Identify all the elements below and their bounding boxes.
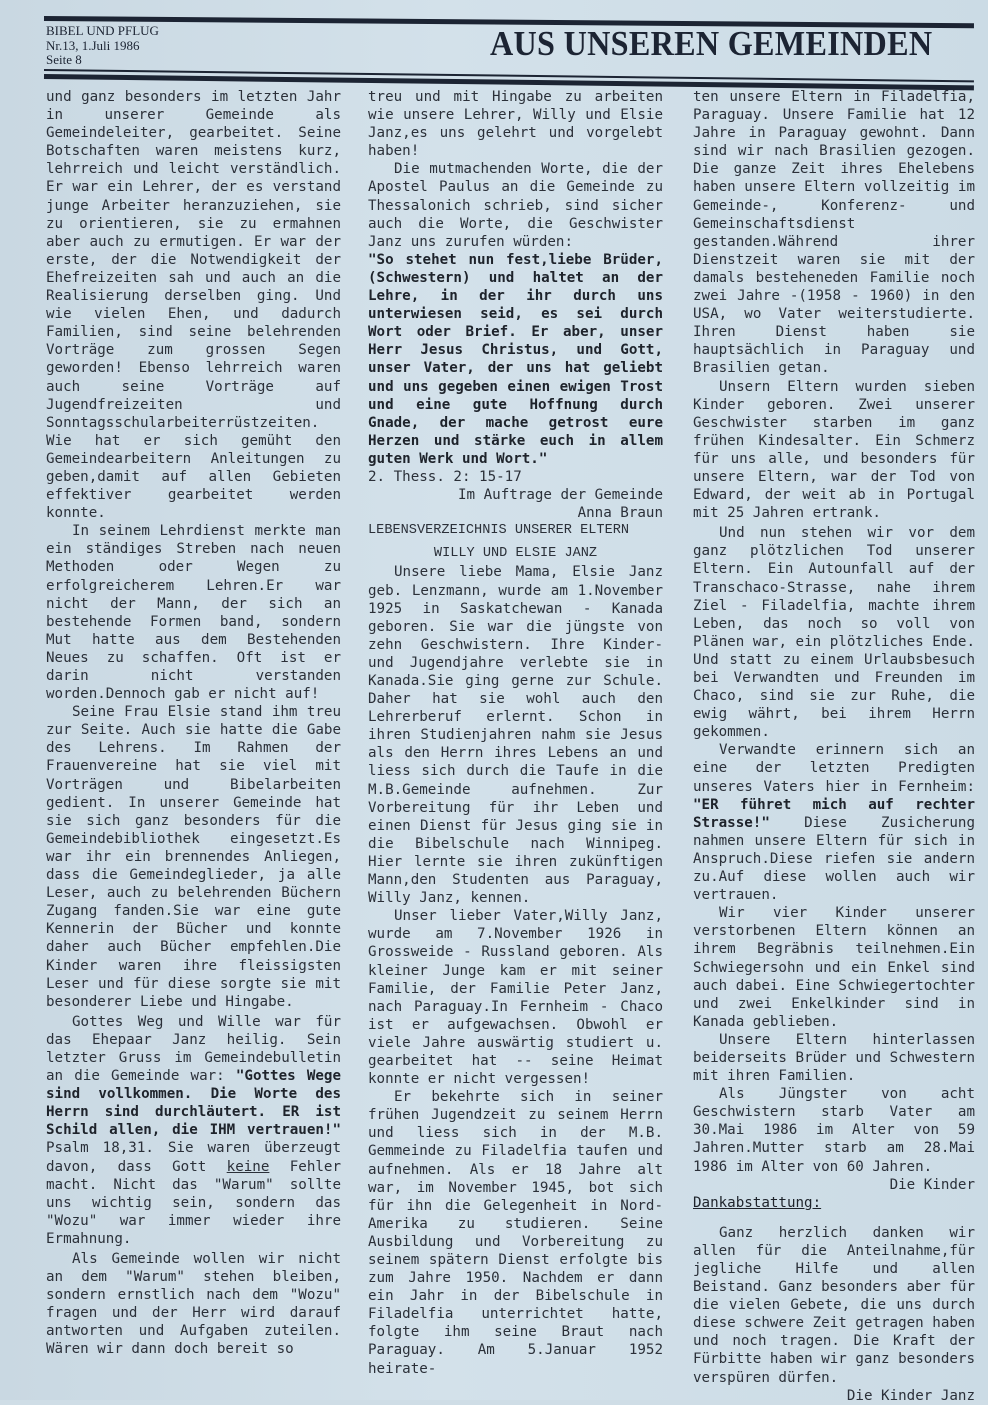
paragraph: ten unsere Eltern in Filadelfia, Paraguay. Unsere Familie hat 12 Jahre in Paraguay gewohnt. Dann sind wir nach Brasilien gezogen. Die ganze Zeit ihres Ehelebens haben unsere Eltern vollzeitig im Gemeinde-, Konferenz- und Gemeinschaftsdienst gestanden.Während ihrer Dienstzeit waren sie mit der damals besteheneden Familie noch zwei Jahre -(1958 - 1960) in den USA, wo Vater weiterstudierte. Ihren Dienst haben sie hauptsächlich in Paraguay und Brasilien getan. [693,89,975,377]
underlined-word: keine [226,1158,270,1175]
text: Fehler macht. Nicht das "Warum" sollte uns wichtig sein, sondern das "Wozu" war immer wieder ihre Ermahnung. [46,1158,341,1247]
masthead-meta [46,24,159,68]
paragraph-psalm [46,1013,341,1248]
paragraph: In seinem Lehrdienst merkte man ein ständiges Streben nach neuen Methoden oder Wegen zu erfolgreicherem Lehren.Er war nicht der Mann, der sich an bestehende Formen band, sondern Mut hatte aus dem Bestehenden Neues zu schaffen. Oft ist er darin nicht verstanden worden.Dennoch gab er nicht auf! [46,523,341,703]
bible-quote: "So stehet nun fest,liebe Brüder, (Schwestern) und haltet an der Lehre, in der ihr durch uns unterwiesen seid, es sei durch Wort oder Brief. Er aber, unser Herr Jesus Christus, und Gott, unser Vater, der uns hat geliebt und uns gegeben einen ewigen Trost und eine gute Hoffnung durch Gnade, der mache getrost eure Herzen und stärke euch in allem guten Werk und Wort." [368,251,663,467]
paragraph: Seine Frau Elsie stand ihm treu zur Seite. Auch sie hatte die Gabe des Lehrens. Im Rahmen der Frauenvereine hat sie viel mit Vorträgen und Bibelarbeiten gedient. In unserer Gemeinde hat sie sich ganz besonders für die Gemeindebibliothek eingesetzt.Es war ihr ein brennendes Anliegen, dass die Gemeindeglieder, ja alle Leser, auch zu belehrenden Büchern Zugang fanden.Sie war eine gute Kennerin der Bücher und konnte daher auch Bücher empfehlen.Die Kinder waren ihre fleissigsten Leser und für diese sorgte sie mit besonderer Liebe und Hingabe. [46,704,341,1010]
paragraph: treu und mit Hingabe zu arbeiten wie unsere Lehrer, Willy und Elsie Janz,es uns gelehrt und vorgelebt haben! [368,89,663,160]
text: Psalm 18,31. Sie waren überzeugt davon, dass Gott [46,1140,341,1175]
paragraph: Ganz herzlich danken wir allen für die Anteilnahme,für jegliche Hilfe und allen Beistand. Ganz besonders aber für die vielen Gebete, die uns durch diese schwere Zeit getragen haben und noch tragen. Die Kraft der Fürbitte haben wir ganz besonders verspüren dürfen. [693,1224,975,1386]
paragraph: Er bekehrte sich in seiner frühen Jugendzeit zu seinem Herrn und liess sich in der M.B. Gemmeinde zu Filadelfia taufen und aufnehmen. Als er 18 Jahre alt war, im November 1945, bot sich für ihn die Gelegenheit in Nord-Amerika zu studieren. Seine Ausbildung und Vorbereitung zu seinem spätern Dienst erfolgte bis zum Jahre 1950. Nachdem er dann ein Jahr in der Bibelschule in Filadelfia unterrichtet hatte, folgte ihm seine Braut nach Paraguay. Am 5.Januar 1952 heirate- [368,1089,663,1377]
issue-info: Nr.13, 1.Juli 1986 [46,37,140,53]
article-subheading: WILLY UND ELSIE JANZ [433,546,598,562]
paragraph: Als Jüngster von acht Geschwistern starb Vater am 30.Mai 1986 im Alter von 59 Jahren.Mutter starb am 28.Mai 1986 im Alter von 60 Jahren. [693,1086,975,1175]
paragraph: Unsern Eltern wurden sieben Kinder geboren. Zwei unserer Geschwister starben im ganz frühen Kindesalter. Ein Schmerz für uns alle, und besonders für unsere Eltern, war der Tod von Edward, der weit ab in Portugal mit 25 Jahren ertrank. [693,378,975,522]
thanks-heading: Dankabstattung: [693,1194,822,1211]
signature: Die Kinder Janz [846,1387,975,1404]
column-3 [693,88,975,1405]
publication-name: BIBEL UND PFLUG [46,23,159,38]
page-number: Seite 8 [46,52,82,67]
text: Diese Zusicherung nahmen unsere Eltern für sich in Anspruch.Diese riefen sie andern zu.Auf diese wollen auch wir vertrauen. [693,814,975,904]
paragraph-sermon [693,741,975,904]
paragraph: Unsere liebe Mama, Elsie Janz geb. Lenzmann, wurde am 1.November 1925 in Saskatchewan - Kanada geboren. Sie war die jüngste von zehn Geschwistern. Ihre Kinder- und Jugendjahre verlebte sie in Kanada.Sie ging gerne zur Schule. Daher hat sie wohl auch den Lehrerberuf erlernt. Schon in ihren Studienjahren nahm sie Jesus als den Herrn ihres Lebens an und liess sich durch die Taufe in die M.B.Gemeinde aufnehmen. Zur Vorbereitung für ihr Leben und einen Dienst für Jesus ging sie in die Bibelschule nach Winnipeg. Hier lernte sie ihren zukünftigen Mann,den Studenten aus Paraguay, Willy Janz, kennen. [368,564,663,907]
column-1 [46,88,341,1359]
text: Gottes Weg und Wille war für das Ehepaar Janz heilig. Sein letzter Gruss im Gemeindebulletin an die Gemeinde war: [46,1013,341,1085]
section-title: AUS UNSEREN GEMEINDEN [490,24,933,63]
paragraph: Unser lieber Vater,Willy Janz, wurde am 7.November 1926 in Grossweide - Russland geboren. Als kleiner Junge kam er mit seiner Familie, der Familie Peter Janz, nach Paraguay.In Fernheim - Chaco ist er aufgewachsen. Obwohl er viele Jahre auswärtig studiert u. gearbeitet hat -- seine Heimat konnte er nicht vergessen! [368,908,663,1088]
paragraph: Und nun stehen wir vor dem ganz plötzlichen Tod unserer Eltern. Ein Autounfall auf der Transchaco-Strasse, nahe ihrem Ziel - Filadelfia, machte ihrem Leben, das noch so voll von Plänen war, ein plötzliches Ende. Und statt zu einem Urlaubsbesuch bei Verwandten und Freunden im Chaco, sind sie zur Ruhe, die ewig währt, bei ihrem Herrn gekommen. [693,525,975,741]
text: Verwandte erinnern sich an eine der letzten Predigten unseres Vaters hier in Fernheim: [693,742,975,795]
paragraph: Als Gemeinde wollen wir nicht an dem "Warum" stehen bleiben, sondern ernstlich nach dem "Wozu" fragen und der Herr wird darauf antworten und Aufgaben zuteilen. Wären wir dann doch bereit so [46,1251,341,1358]
bible-reference: 2. Thess. 2: 15-17 [368,468,522,485]
sermon-quote: "ER führet mich auf rechter Strasse!" [693,796,975,831]
signature: Die Kinder [889,1176,975,1193]
signature-line: Im Auftrage der Gemeinde [458,487,663,504]
paragraph: Wir vier Kinder unserer verstorbenen Eltern können an ihrem Begräbnis teilnehmen.Ein Schwiegersohn und ein Enkel sind auch dabei. Eine Schwiegertochter und zwei Enkelkinder sind in Kanada geblieben. [693,905,975,1030]
signature-name: Anna Braun [577,505,663,522]
column-2 [368,88,663,1378]
psalm-quote: "Gottes Wege sind vollkommen. Die Worte des Herrn sind durchläutert. ER ist Schild allen, die IHM vertrauen!" [46,1068,341,1139]
paragraph: Unsere Eltern hinterlassen beiderseits Brüder und Schwestern mit ihren Familien. [693,1031,975,1085]
paragraph: und ganz besonders im letzten Jahr in unserer Gemeinde als Gemeindeleiter, gearbeitet. Seine Botschaften waren meistens kurz, lehrreich und leicht verständlich. Er war ein Lehrer, der es verstand junge Arbeiter heranzuziehen, sie zu orientieren, sie zu ermahnen aber auch zu ermutigen. Er war der erste, der die Notwendigkeit der Ehefreizeiten sah und auch an die Realisierung derselben ging. Und wie vielen Ehen, und dadurch Familien, sind seine belehrenden Vorträge zum grossen Segen geworden! Ebenso lehrreich waren auch seine Vorträge auf Jugendfreizeiten und Sonntagsschularbeiterrüstzeiten. Wie hat er sich gemüht den Gemeindearbeitern Anleitungen zu geben,damit auf allen Gebieten effektiver gearbeitet werden konnte. [46,89,341,522]
paragraph: Die mutmachenden Worte, die der Apostel Paulus an die Gemeinde zu Thessalonich schrieb, sind sicher auch die Worte, die Geschwister Janz uns zurufen würden: [368,161,663,250]
article-heading: LEBENSVERZEICHNIS UNSERER ELTERN [368,523,630,539]
